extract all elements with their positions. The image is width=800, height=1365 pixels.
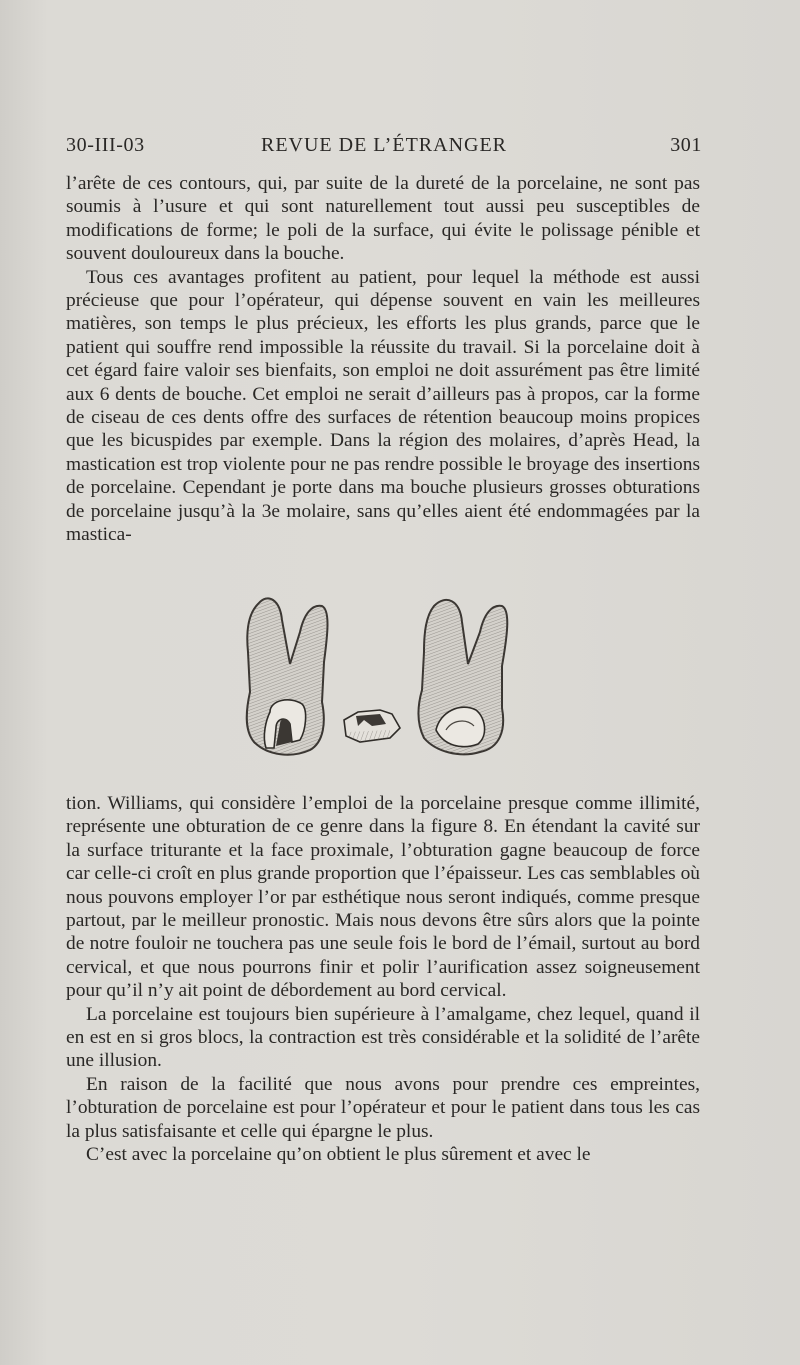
paragraph: Tous ces avantages profitent au patient, pour lequel la méthode est aussi précieuse que pour l’opérateur, qui dépense souvent en vain les meilleures matières, son temps le plus précieux, les efforts les plus grands, parce que le patient qui souffre rend impossible la réussite du travail. Si la porcelaine doit à cet égard faire valoir ses bienfaits, son emploi ne doit assurément pas être limité aux 6 dents de bouche. Cet emploi ne serait d’ailleurs pas à propos, car la forme de ciseau de ces dents offre des surfaces de rétention beaucoup moins propices que les bicuspides par exemple. Dans la région des molaires, d’après Head, la mastication est trop violente pour ne pas rendre possible le broyage des insertions de porcelaine. Cependant je porte dans ma bouche plusieurs grosses obturations de porcelaine jusqu’à la 3e molaire, sans qu’elles aient été endommagées par la mastica- [66,266,700,546]
paragraph: l’arête de ces contours, qui, par suite de la dureté de la porcelaine, ne sont pas soumis à l’usure et qui sont naturellement tout aussi peu susceptibles de modifications de forme; le poli de la surface, qui évite le polissage pénible et souvent douloureux dans la bouche. [66,173,700,265]
text-block-bottom [66,792,700,1167]
right-molar [419,600,508,754]
running-header [66,134,702,160]
running-title: REVUE DE L’ÉTRANGER [260,134,508,156]
molar-illustration [240,592,520,762]
paragraph: C’est avec la porcelaine qu’on obtient le plus sûrement et avec le [86,1144,591,1166]
tooth-figure-svg [240,592,520,762]
left-molar [247,598,328,754]
paragraph: En raison de la facilité que nous avons pour prendre ces empreintes, l’obturation de porcelaine est pour l’opérateur et pour le patient dans tous les cas la plus satisfaisante et celle qui épargne le plus. [66,1073,700,1142]
page-number: 301 [670,134,702,156]
porcelain-inlay [344,710,400,742]
paragraph: La porcelaine est toujours bien supérieure à l’amalgame, chez lequel, quand il en est en si gros blocs, la contraction est très considérable et la solidité de l’arête une illusion. [66,1003,700,1072]
text-block-top [66,172,700,547]
header-date: 30-III-03 [66,134,145,156]
paragraph: tion. Williams, qui considère l’emploi de la porcelaine presque comme illimité, représente une obturation de ce genre dans la figure 8. En étendant la cavité sur la surface triturante et la face proximale, l’obturation gagne beaucoup de force car celle-ci croît en plus grande proportion que l’épaisseur. Les cas semblables où nous pouvons employer l’or par esthétique nous seront indiqués, comme presque partout, par le meilleur pronostic. Mais nous devons être sûrs alors que la pointe de notre fouloir ne touchera pas une seule fois le bord de l’émail, surtout au bord cervical, et que nous pourrons finir et polir l’aurification assez soigneusement pour qu’il n’y ait point de débordement au bord cervical. [66,793,700,1002]
